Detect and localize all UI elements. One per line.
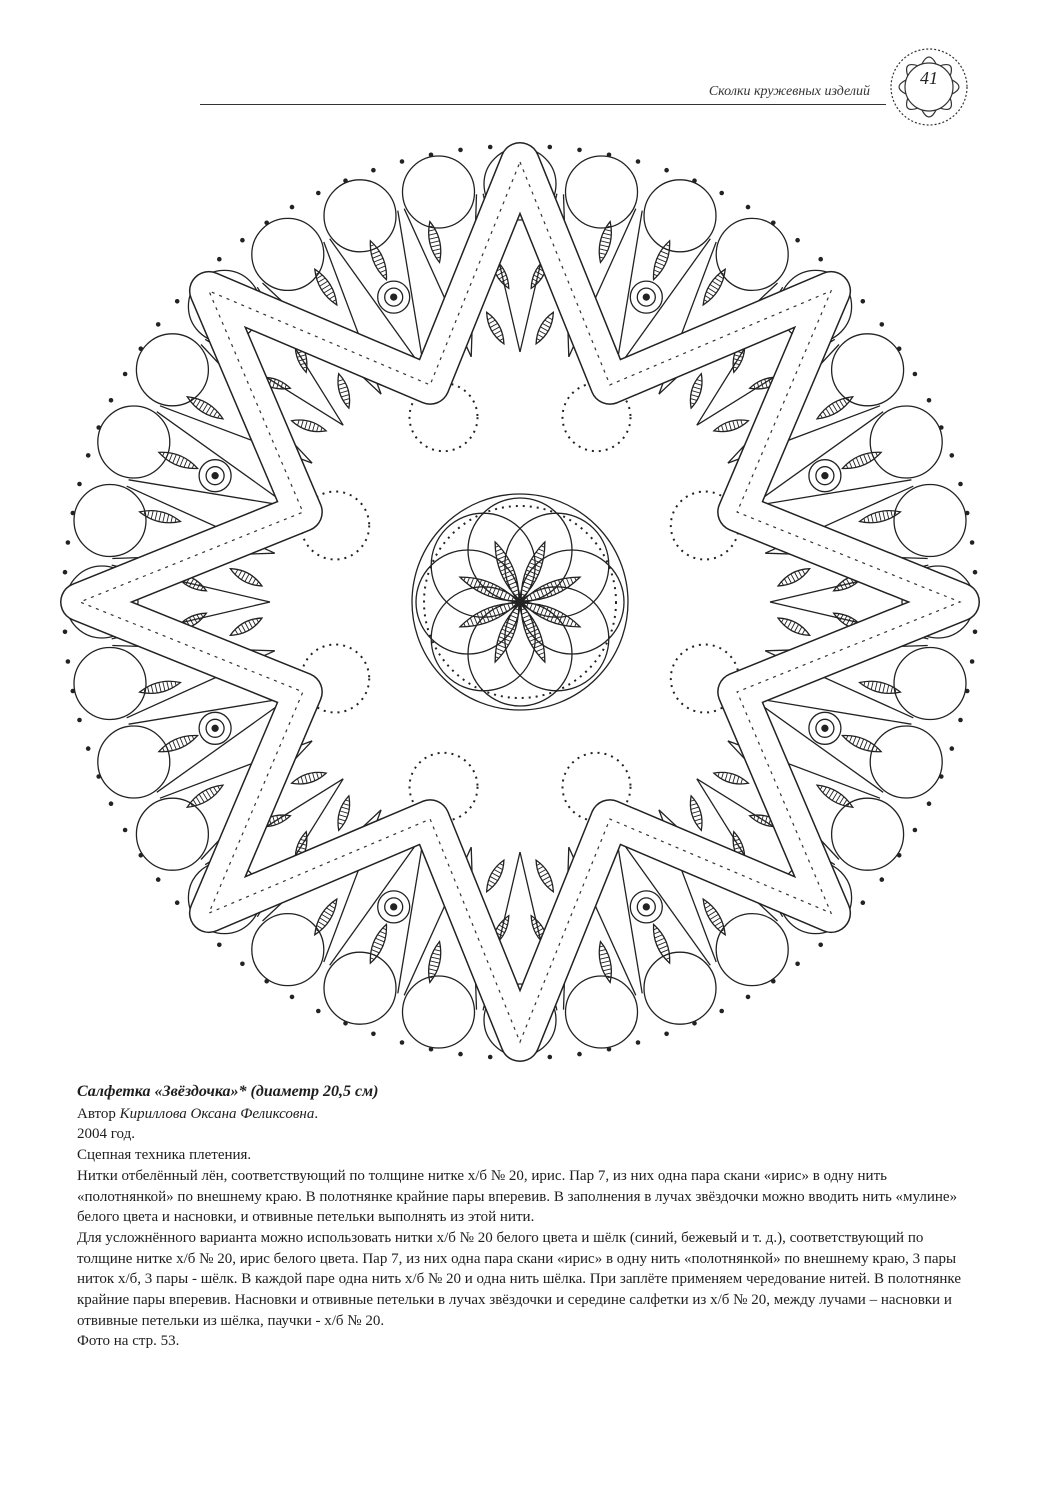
lace-pattern-diagram [60, 135, 980, 1070]
author-line: Автор Кириллова Оксана Феликсовна. [77, 1105, 319, 1122]
advanced-variant-paragraph: Для усложнённого варианта можно использовать нитки х/б № 20 белого цвета и шёлк (синий, бежевый и т. д.), соответствующий по толщине нитке х/б № 20, ирис белого цвета. Пар 7, из них одна пара скани «ирис» в одну нить «полотнянкой» по внешнему краю, 3 пары ниток х/б, 3 пары - шёлк. В каждой паре одна нить х/б № 20 и одна нить шёлка. При заплёте применяем чередование нитей. В полотнянке крайние пары вперевив. Насновки и отвивные петельки в лучах звёздочки и середине салфетки из х/б № 20, между лучами – насновки и отвивные петельки из шёлка, паучки - х/б № 20. [77, 1229, 962, 1329]
author-name: Кириллова Оксана Феликсовна [119, 1105, 315, 1122]
page-number: 41 [920, 68, 938, 88]
photo-reference: Фото на стр. 53. [77, 1333, 180, 1350]
materials-paragraph: Нитки отбелённый лён, соответствующий по толщине нитке х/б № 20, ирис. Пар 7, из них одна пара скани «ирис» в одну нить «полотнянкой» по внешнему краю. В полотнянке крайние пары вперевив. В заполнения в лучах звёздочки можно вводить нить «мулине» белого цвета и насновки, и отвивные петельки выполнять из этой нити. [77, 1167, 958, 1226]
running-title: Сколки кружевных изделий [708, 84, 870, 99]
doily-title: Салфетка «Звёздочка»* (диаметр 20,5 см) [77, 1083, 379, 1100]
year-line: 2004 год. [77, 1126, 135, 1143]
caption-block [77, 1082, 977, 1352]
technique-line: Сцепная техника плетения. [77, 1147, 252, 1164]
header-rule [200, 104, 886, 105]
